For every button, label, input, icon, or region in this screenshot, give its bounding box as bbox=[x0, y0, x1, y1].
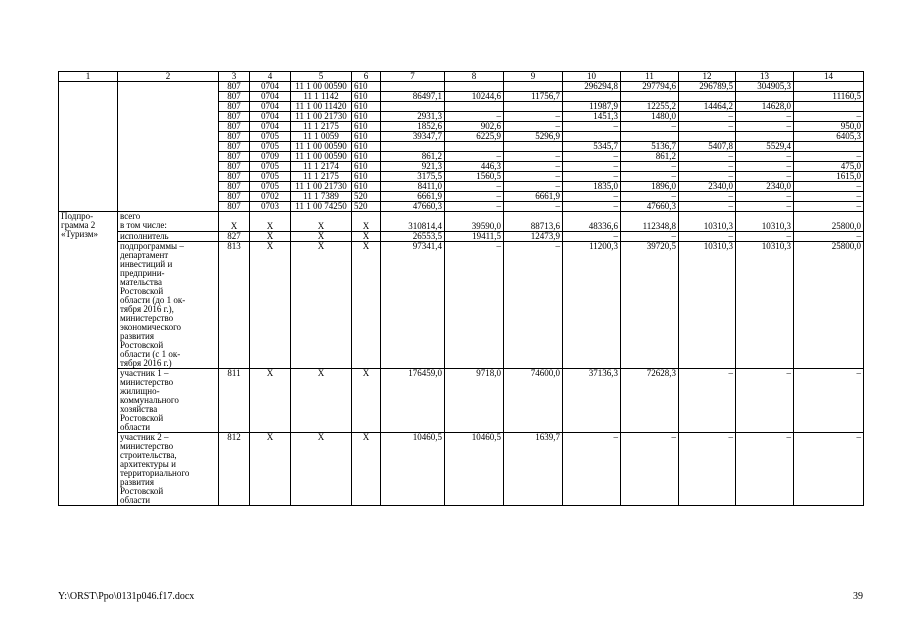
cell-c7: 176459,0 bbox=[381, 369, 445, 433]
cell-c8 bbox=[445, 142, 504, 152]
cell-c3: 807 bbox=[219, 162, 250, 172]
cell-c11: – bbox=[621, 433, 679, 506]
cell-c11: 12255,2 bbox=[621, 102, 679, 112]
cell-c13: – bbox=[736, 162, 794, 172]
cell-c14: 25800,0 bbox=[794, 242, 864, 369]
cell-c11 bbox=[621, 92, 679, 102]
cell-c5: X bbox=[291, 232, 352, 242]
column-number: 14 bbox=[794, 72, 864, 82]
cell-c5: 11 1 00 21730 bbox=[291, 112, 352, 122]
cell-c5: X bbox=[291, 433, 352, 506]
cell-c14 bbox=[794, 82, 864, 92]
cell-c8 bbox=[445, 82, 504, 92]
cell-c7: 921,3 bbox=[381, 162, 445, 172]
cell-c14: 11160,5 bbox=[794, 92, 864, 102]
cell-c5: 11 1 00 00590 bbox=[291, 142, 352, 152]
cell-c10: – bbox=[563, 152, 621, 162]
cell-c9: – bbox=[504, 122, 563, 132]
column-number-row bbox=[59, 72, 864, 82]
cell-c4 bbox=[250, 212, 291, 232]
cell-c11 bbox=[621, 132, 679, 142]
cell-c4: X bbox=[250, 232, 291, 242]
cell-c12: 14464,2 bbox=[679, 102, 736, 112]
cell-c13 bbox=[736, 132, 794, 142]
cell-c9: 12473,9 bbox=[504, 232, 563, 242]
cell-c12: 2340,0 bbox=[679, 182, 736, 192]
total-value: X bbox=[266, 221, 274, 231]
cell-c5: 11 1 7389 bbox=[291, 192, 352, 202]
cell-c10: 5345,7 bbox=[563, 142, 621, 152]
subprogram-row-participant1 bbox=[59, 369, 864, 433]
cell-c13: – bbox=[736, 192, 794, 202]
cell-c8: 446,3 bbox=[445, 162, 504, 172]
cell-c9: 6661,9 bbox=[504, 192, 563, 202]
cell-c14: 950,0 bbox=[794, 122, 864, 132]
cell-c10: 11987,9 bbox=[563, 102, 621, 112]
column-number: 5 bbox=[291, 72, 352, 82]
cell-c6: 610 bbox=[352, 172, 381, 182]
cell-c5 bbox=[291, 212, 352, 232]
cell-c7: 26553,5 bbox=[381, 232, 445, 242]
column-2-empty-cell bbox=[118, 82, 219, 212]
row-label: исполнитель bbox=[118, 232, 219, 242]
cell-c11: 1896,0 bbox=[621, 182, 679, 192]
cell-c13 bbox=[736, 212, 794, 232]
cell-c4: 0704 bbox=[250, 92, 291, 102]
cell-c3: 807 bbox=[219, 112, 250, 122]
row-label: участник 1 – министерство жилищно- коммунального хозяйства Ростовской области bbox=[118, 369, 219, 433]
cell-c5: 11 1 00 11420 bbox=[291, 102, 352, 112]
cell-c4: 0705 bbox=[250, 182, 291, 192]
total-value: 25800,0 bbox=[831, 221, 861, 231]
cell-c7: 6661,9 bbox=[381, 192, 445, 202]
cell-c14: – bbox=[794, 369, 864, 433]
total-value: 48336,6 bbox=[588, 221, 618, 231]
cell-c7: 10460,5 bbox=[381, 433, 445, 506]
cell-c10: 296294,8 bbox=[563, 82, 621, 92]
cell-c4: X bbox=[250, 369, 291, 433]
cell-c10: 1451,3 bbox=[563, 112, 621, 122]
cell-c7 bbox=[381, 102, 445, 112]
cell-c9: – bbox=[504, 182, 563, 192]
cell-c10: – bbox=[563, 202, 621, 212]
cell-c8: 19411,5 bbox=[445, 232, 504, 242]
cell-c13: – bbox=[736, 232, 794, 242]
cell-c10: 37136,3 bbox=[563, 369, 621, 433]
cell-c8 bbox=[445, 102, 504, 112]
cell-c13: – bbox=[736, 172, 794, 182]
cell-c3: 807 bbox=[219, 132, 250, 142]
column-number: 13 bbox=[736, 72, 794, 82]
cell-c7: 1852,6 bbox=[381, 122, 445, 132]
cell-c11 bbox=[621, 212, 679, 232]
cell-c13: – bbox=[736, 122, 794, 132]
total-value: X bbox=[317, 221, 325, 231]
cell-c11: – bbox=[621, 162, 679, 172]
subprogram-row-total bbox=[59, 212, 864, 232]
cell-c7 bbox=[381, 82, 445, 92]
cell-c12: – bbox=[679, 162, 736, 172]
cell-c11: 5136,7 bbox=[621, 142, 679, 152]
cell-c8: 10460,5 bbox=[445, 433, 504, 506]
cell-c14: – bbox=[794, 112, 864, 122]
cell-c8 bbox=[445, 212, 504, 232]
row-label: подпрограммы – департамент инвестиций и предприни- мательства Ростовской области (до 1 ок- тября 2016 г.), министерство экономического развития Ростовской области (с 1 ок- тября 2016 г.) bbox=[118, 242, 219, 369]
cell-c13: – bbox=[736, 433, 794, 506]
cell-c3: 807 bbox=[219, 152, 250, 162]
cell-c14: – bbox=[794, 232, 864, 242]
cell-c10: 11200,3 bbox=[563, 242, 621, 369]
column-number: 9 bbox=[504, 72, 563, 82]
cell-c14 bbox=[794, 102, 864, 112]
column-number: 1 bbox=[59, 72, 118, 82]
cell-c13: 14628,0 bbox=[736, 102, 794, 112]
cell-c9: 5296,9 bbox=[504, 132, 563, 142]
cell-c9 bbox=[504, 142, 563, 152]
cell-c7: 861,2 bbox=[381, 152, 445, 162]
cell-c14: – bbox=[794, 433, 864, 506]
cell-c6: 610 bbox=[352, 122, 381, 132]
cell-c8: – bbox=[445, 112, 504, 122]
cell-c9: – bbox=[504, 162, 563, 172]
cell-c7: 86497,1 bbox=[381, 92, 445, 102]
cell-c6: 610 bbox=[352, 112, 381, 122]
cell-c8: 1560,5 bbox=[445, 172, 504, 182]
total-value: 10310,3 bbox=[761, 221, 791, 231]
cell-c4: 0705 bbox=[250, 162, 291, 172]
cell-c12: – bbox=[679, 172, 736, 182]
cell-c11: – bbox=[621, 122, 679, 132]
total-value: 310814,4 bbox=[408, 221, 442, 231]
cell-c12: – bbox=[679, 112, 736, 122]
cell-c12 bbox=[679, 132, 736, 142]
cell-c8: – bbox=[445, 152, 504, 162]
cell-c12: – bbox=[679, 369, 736, 433]
cell-c3: 807 bbox=[219, 102, 250, 112]
cell-c12: – bbox=[679, 192, 736, 202]
row-label: всего в том числе: bbox=[118, 212, 219, 232]
cell-c9: – bbox=[504, 202, 563, 212]
cell-c3: 807 bbox=[219, 142, 250, 152]
cell-c14: – bbox=[794, 192, 864, 202]
total-value: X bbox=[230, 221, 238, 231]
table-body bbox=[59, 72, 864, 506]
cell-c5: 11 1 2174 bbox=[291, 162, 352, 172]
cell-c9: – bbox=[504, 242, 563, 369]
cell-c11: 861,2 bbox=[621, 152, 679, 162]
cell-c6: 610 bbox=[352, 182, 381, 192]
cell-c11: 47660,3 bbox=[621, 202, 679, 212]
cell-c13: 5529,4 bbox=[736, 142, 794, 152]
total-value: 88713,6 bbox=[530, 221, 560, 231]
cell-c10 bbox=[563, 92, 621, 102]
cell-c14 bbox=[794, 142, 864, 152]
cell-c6: 610 bbox=[352, 92, 381, 102]
cell-c7 bbox=[381, 142, 445, 152]
cell-c10: – bbox=[563, 232, 621, 242]
cell-c4: 0704 bbox=[250, 112, 291, 122]
cell-c11: 39720,5 bbox=[621, 242, 679, 369]
cell-c5: 11 1 1142 bbox=[291, 92, 352, 102]
cell-c11: 297794,6 bbox=[621, 82, 679, 92]
cell-c6: X bbox=[352, 433, 381, 506]
cell-c6: X bbox=[352, 369, 381, 433]
cell-c7: 8411,0 bbox=[381, 182, 445, 192]
cell-c3: 807 bbox=[219, 82, 250, 92]
budget-table-sheet bbox=[58, 71, 863, 506]
column-number: 10 bbox=[563, 72, 621, 82]
cell-c5: 11 1 00 74250 bbox=[291, 202, 352, 212]
cell-c14: 6405,3 bbox=[794, 132, 864, 142]
cell-c8: 902,6 bbox=[445, 122, 504, 132]
cell-c4: 0704 bbox=[250, 122, 291, 132]
cell-c4: 0705 bbox=[250, 142, 291, 152]
cell-c10: – bbox=[563, 192, 621, 202]
document-path: Y:\ORST\Ppo\0131p046.f17.docx bbox=[58, 591, 195, 602]
cell-c12: – bbox=[679, 232, 736, 242]
cell-c9: 11756,7 bbox=[504, 92, 563, 102]
total-value: 10310,3 bbox=[703, 221, 733, 231]
cell-c6 bbox=[352, 212, 381, 232]
cell-c3 bbox=[219, 212, 250, 232]
cell-c12 bbox=[679, 92, 736, 102]
total-value: X bbox=[362, 221, 370, 231]
cell-c12: 5407,8 bbox=[679, 142, 736, 152]
column-number: 12 bbox=[679, 72, 736, 82]
subprogram-row-dept bbox=[59, 242, 864, 369]
cell-c4: 0702 bbox=[250, 192, 291, 202]
cell-c9: 1639,7 bbox=[504, 433, 563, 506]
cell-c14: – bbox=[794, 182, 864, 192]
cell-c7: 2931,3 bbox=[381, 112, 445, 122]
cell-c5: 11 1 2175 bbox=[291, 122, 352, 132]
cell-c7: 47660,3 bbox=[381, 202, 445, 212]
table-row bbox=[59, 82, 864, 92]
cell-c13: 304905,3 bbox=[736, 82, 794, 92]
cell-c4: 0704 bbox=[250, 102, 291, 112]
column-number: 11 bbox=[621, 72, 679, 82]
cell-c4: 0705 bbox=[250, 172, 291, 182]
cell-c14: 475,0 bbox=[794, 162, 864, 172]
cell-c5: 11 1 00 00590 bbox=[291, 82, 352, 92]
cell-c13: – bbox=[736, 152, 794, 162]
cell-c5: X bbox=[291, 369, 352, 433]
cell-c8: – bbox=[445, 242, 504, 369]
total-value: 39590,0 bbox=[471, 221, 501, 231]
cell-c11: – bbox=[621, 192, 679, 202]
cell-c14: 1615,0 bbox=[794, 172, 864, 182]
cell-c8: – bbox=[445, 182, 504, 192]
cell-c3: 807 bbox=[219, 192, 250, 202]
cell-c4: 0703 bbox=[250, 202, 291, 212]
cell-c10: – bbox=[563, 162, 621, 172]
cell-c3: 813 bbox=[219, 242, 250, 369]
cell-c6: 610 bbox=[352, 162, 381, 172]
cell-c11: – bbox=[621, 172, 679, 182]
cell-c6: X bbox=[352, 232, 381, 242]
cell-c7: 3175,5 bbox=[381, 172, 445, 182]
cell-c12: 296789,5 bbox=[679, 82, 736, 92]
cell-c5: 11 1 0059 bbox=[291, 132, 352, 142]
cell-c12: – bbox=[679, 433, 736, 506]
cell-c10: 1835,0 bbox=[563, 182, 621, 192]
cell-c14: – bbox=[794, 152, 864, 162]
cell-c10: – bbox=[563, 172, 621, 182]
cell-c9: 74600,0 bbox=[504, 369, 563, 433]
column-number: 3 bbox=[219, 72, 250, 82]
cell-c14 bbox=[794, 212, 864, 232]
cell-c5: X bbox=[291, 242, 352, 369]
cell-c7 bbox=[381, 212, 445, 232]
cell-c11: 72628,3 bbox=[621, 369, 679, 433]
cell-c13: 2340,0 bbox=[736, 182, 794, 192]
cell-c6: X bbox=[352, 242, 381, 369]
cell-c8: 9718,0 bbox=[445, 369, 504, 433]
column-number: 4 bbox=[250, 72, 291, 82]
cell-c8: 10244,6 bbox=[445, 92, 504, 102]
cell-c9 bbox=[504, 212, 563, 232]
row-label: участник 2 – министерство строительства, архитектуры и территориального развития Ростовской области bbox=[118, 433, 219, 506]
cell-c12: 10310,3 bbox=[679, 242, 736, 369]
cell-c3: 807 bbox=[219, 92, 250, 102]
cell-c8: – bbox=[445, 202, 504, 212]
subprogram-row-executor bbox=[59, 232, 864, 242]
cell-c3: 811 bbox=[219, 369, 250, 433]
cell-c3: 807 bbox=[219, 122, 250, 132]
cell-c9 bbox=[504, 102, 563, 112]
cell-c5: 11 1 2175 bbox=[291, 172, 352, 182]
column-number: 7 bbox=[381, 72, 445, 82]
cell-c6: 610 bbox=[352, 142, 381, 152]
cell-c13: – bbox=[736, 369, 794, 433]
cell-c5: 11 1 00 21730 bbox=[291, 182, 352, 192]
cell-c9 bbox=[504, 82, 563, 92]
cell-c3: 812 bbox=[219, 433, 250, 506]
cell-c13: – bbox=[736, 112, 794, 122]
cell-c10 bbox=[563, 132, 621, 142]
subprogram-title: Подпро- грамма 2 «Туризм» bbox=[59, 212, 118, 506]
cell-c4: 0709 bbox=[250, 152, 291, 162]
cell-c4: 0705 bbox=[250, 132, 291, 142]
cell-c4: X bbox=[250, 433, 291, 506]
cell-c6: 610 bbox=[352, 132, 381, 142]
cell-c12: – bbox=[679, 152, 736, 162]
column-number: 2 bbox=[118, 72, 219, 82]
cell-c3: 827 bbox=[219, 232, 250, 242]
column-number: 8 bbox=[445, 72, 504, 82]
cell-c8: – bbox=[445, 192, 504, 202]
cell-c7: 39347,7 bbox=[381, 132, 445, 142]
total-value: 112348,8 bbox=[642, 221, 676, 231]
cell-c4: 0704 bbox=[250, 82, 291, 92]
column-number: 6 bbox=[352, 72, 381, 82]
cell-c6: 520 bbox=[352, 202, 381, 212]
column-1-empty-cell bbox=[59, 82, 118, 212]
cell-c6: 610 bbox=[352, 82, 381, 92]
cell-c10 bbox=[563, 212, 621, 232]
cell-c13 bbox=[736, 92, 794, 102]
cell-c14: – bbox=[794, 202, 864, 212]
cell-c12: – bbox=[679, 202, 736, 212]
budget-table bbox=[58, 71, 864, 506]
cell-c6: 610 bbox=[352, 102, 381, 112]
page-number: 39 bbox=[853, 591, 863, 602]
cell-c10: – bbox=[563, 433, 621, 506]
cell-c9: – bbox=[504, 112, 563, 122]
cell-c4: X bbox=[250, 242, 291, 369]
cell-c10: – bbox=[563, 122, 621, 132]
cell-c12: – bbox=[679, 122, 736, 132]
cell-c9: – bbox=[504, 152, 563, 162]
cell-c12 bbox=[679, 212, 736, 232]
cell-c7: 97341,4 bbox=[381, 242, 445, 369]
cell-c3: 807 bbox=[219, 172, 250, 182]
subprogram-row-participant2 bbox=[59, 433, 864, 506]
cell-c5: 11 1 00 00590 bbox=[291, 152, 352, 162]
cell-c11: 1480,0 bbox=[621, 112, 679, 122]
cell-c13: – bbox=[736, 202, 794, 212]
cell-c8: 6225,9 bbox=[445, 132, 504, 142]
cell-c6: 520 bbox=[352, 192, 381, 202]
cell-c13: 10310,3 bbox=[736, 242, 794, 369]
cell-c3: 807 bbox=[219, 202, 250, 212]
cell-c9: – bbox=[504, 172, 563, 182]
cell-c11: – bbox=[621, 232, 679, 242]
cell-c6: 610 bbox=[352, 152, 381, 162]
cell-c3: 807 bbox=[219, 182, 250, 192]
